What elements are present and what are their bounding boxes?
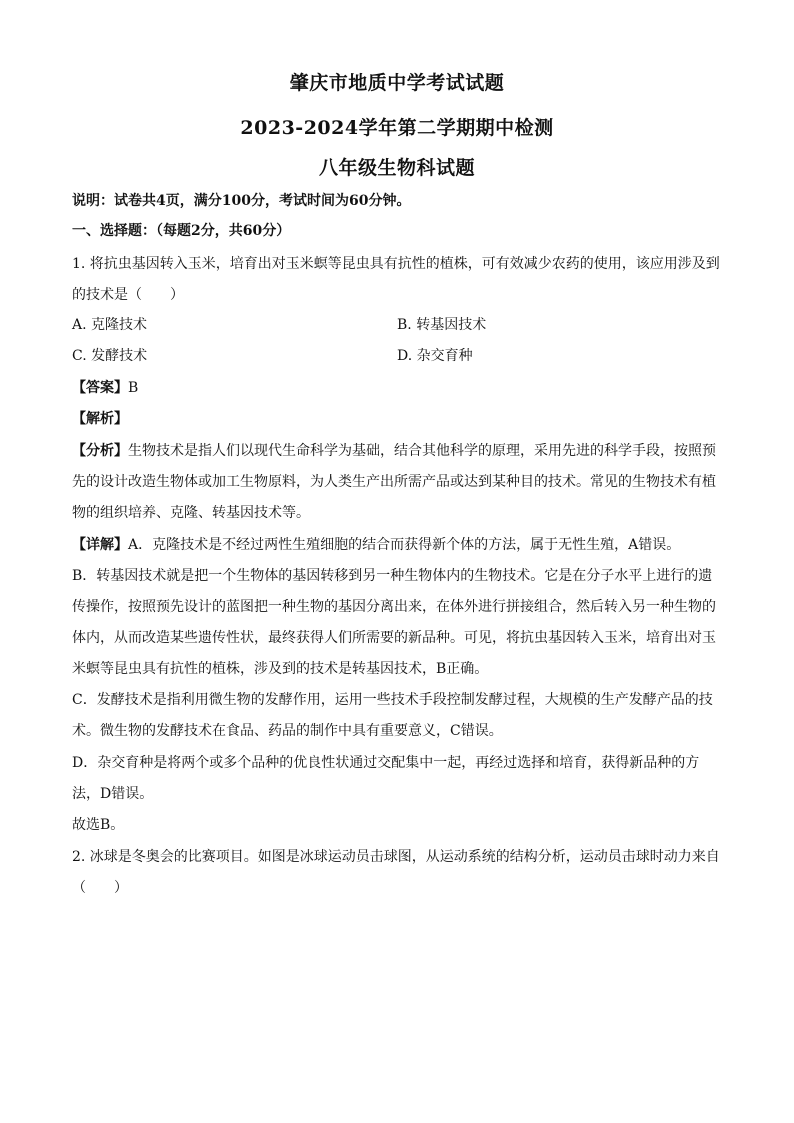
fenxi-line3: 物的组织培养、克隆、转基因技术等。: [72, 505, 310, 521]
xiangjie-tag: 【详解】: [72, 537, 128, 553]
q1-option-c: C. 发酵技术: [72, 348, 148, 364]
q1-option-d: D. 杂交育种: [397, 348, 473, 364]
analysis-tag: 【解析】: [72, 411, 128, 427]
q1-option-a: A. 克隆技术: [72, 317, 148, 333]
q1-conclusion: 故选B。: [72, 817, 125, 833]
exam-note: 说明：试卷共4页，满分100分，考试时间为60分钟。: [72, 193, 411, 209]
fenxi-line2: 先的设计改造生物体或加工生物原料，为人类生产出所需产品或达到某种目的技术。常见的生物技术有植: [72, 474, 716, 490]
q1-answer: [72, 378, 732, 398]
answer-value: B: [128, 380, 139, 396]
explain-c-line2: 术。微生物的发酵技术在食品、药品的制作中具有重要意义，C错误。: [72, 723, 503, 739]
q2-stem-line1: 2. 冰球是冬奥会的比赛项目。如图是冰球运动员击球图，从运动系统的结构分析，运动员击球时动力来自: [72, 849, 720, 865]
q2-stem-line2: （ ）: [72, 880, 128, 896]
explain-d-line1: D．杂交育种是将两个或多个品种的优良性状通过交配集中一起，再经过选择和培育，获得新品种的方: [72, 755, 700, 771]
explain-c-line1: C．发酵技术是指利用微生物的发酵作用，运用一些技术手段控制发酵过程，大规模的生产发酵产品的技: [72, 692, 713, 708]
q1-option-b: B. 转基因技术: [397, 317, 487, 333]
explain-b-line2: 传操作，按照预先设计的蓝图把一种生物的基因分离出来，在体外进行拼接组合，然后转入另一种生物的: [72, 599, 716, 615]
xiangjie-line: [72, 535, 732, 555]
school-title: 肇庆市地质中学考试试题: [289, 72, 505, 94]
section-heading: 一、选择题：（每题2分，共60分）: [72, 223, 291, 239]
answer-tag: 【答案】: [72, 380, 128, 396]
q1-stem-line2: 的技术是（ ）: [72, 287, 184, 303]
explain-b-line3: 体内，从而改造某些遗传性状，最终获得人们所需要的新品种。可见，将抗虫基因转入玉米，培育出对玉: [72, 630, 716, 646]
explain-b-line1: B．转基因技术就是把一个生物体的基因转移到另一种生物体内的生物技术。它是在分子水平上进行的遗: [72, 568, 713, 584]
subject-title: 八年级生物科试题: [318, 157, 475, 179]
fenxi-text1: 生物技术是指人们以现代生命科学为基础，结合其他科学的原理，采用先进的科学手段，按照预: [128, 443, 716, 459]
explain-b-line4: 米螟等昆虫具有抗性的植株，涉及到的技术是转基因技术，B正确。: [72, 661, 489, 677]
term-title: 2023-2024学年第二学期期中检测: [240, 117, 554, 139]
explain-d-line2: 法，D错误。: [72, 786, 154, 802]
q1-stem-line1: 1. 将抗虫基因转入玉米，培育出对玉米螟等昆虫具有抗性的植株，可有效减少农药的使用，该应用涉及到: [72, 256, 720, 272]
fenxi-line1: [72, 441, 732, 461]
fenxi-tag: 【分析】: [72, 443, 128, 459]
xiangjie-a-text: A．克隆技术是不经过两性生殖细胞的结合而获得新个体的方法，属于无性生殖，A错误。: [128, 537, 681, 553]
